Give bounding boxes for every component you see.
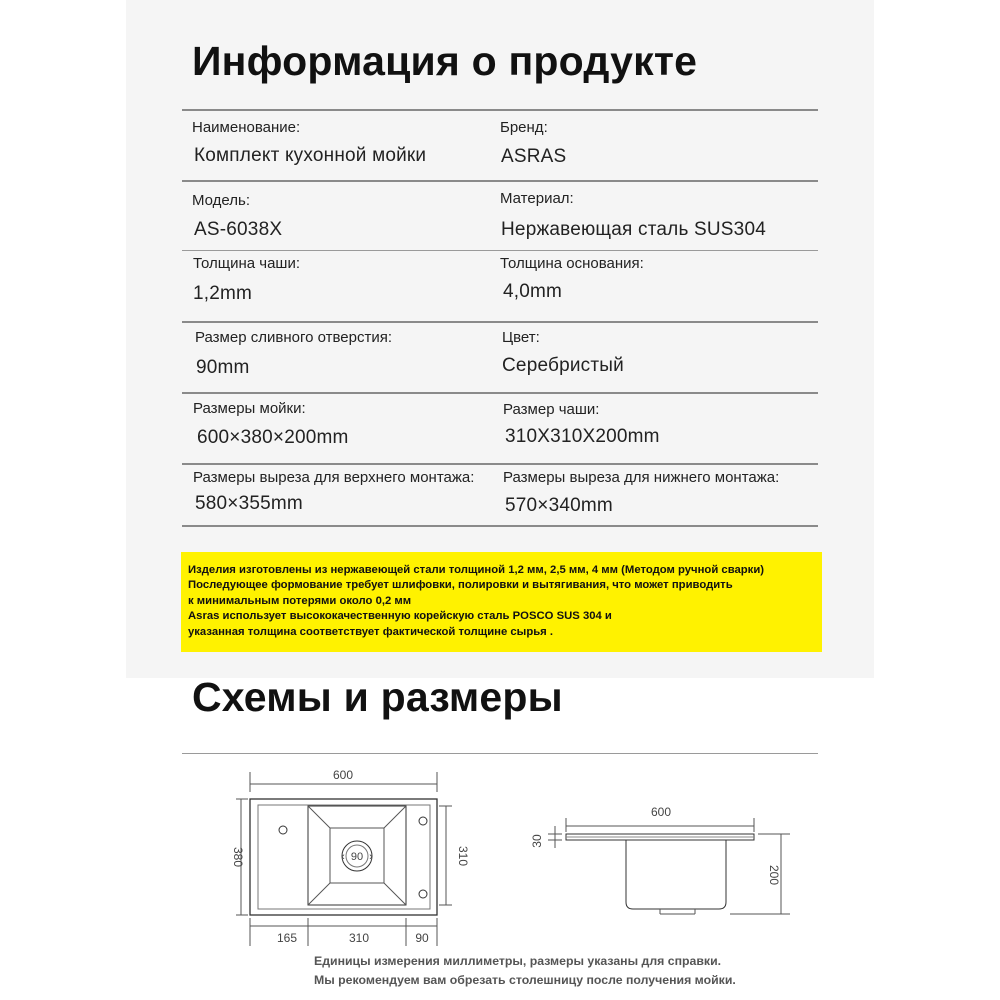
value-brand: ASRAS xyxy=(501,146,567,167)
product-info-title: Информация о продукте xyxy=(192,38,698,84)
depth-label: 200 xyxy=(767,864,781,886)
footnote-recommendation: Мы рекомендуем вам обрезать столешницу после получения мойки. xyxy=(314,973,736,987)
value-name: Комплект кухонной мойки xyxy=(194,145,427,166)
label-base-thickness: Толщина основания: xyxy=(500,255,644,272)
note-line: Изделия изготовлены из нержавеющей стали толщиной 1,2 мм, 2,5 мм, 4 мм (Методом ручной сварки) xyxy=(188,564,765,576)
value-bowl-thickness: 1,2mm xyxy=(193,283,253,304)
top-width-label: 600 xyxy=(332,768,354,782)
label-drain-size: Размер сливного отверстия: xyxy=(195,329,393,346)
note-line: Asras использует высококачественную корейскую сталь POSCO SUS 304 и xyxy=(188,610,612,623)
top-height-label: 380 xyxy=(231,846,245,868)
footnote-units: Единицы измерения миллиметры, размеры указаны для справки. xyxy=(314,954,722,968)
value-undermount-cutout: 570×340mm xyxy=(505,495,613,516)
flange-label: 30 xyxy=(530,834,544,848)
label-color: Цвет: xyxy=(502,329,540,346)
right-margin-label: 90 xyxy=(415,931,429,945)
label-bowl-thickness: Толщина чаши: xyxy=(193,255,301,272)
faucet-hole xyxy=(279,826,287,834)
value-material: Нержавеющая сталь SUS304 xyxy=(501,219,766,240)
bowl-width-label: 310 xyxy=(348,931,370,945)
label-brand: Бренд: xyxy=(500,119,548,136)
label-material: Материал: xyxy=(500,190,574,207)
label-bowl-size: Размер чаши: xyxy=(503,401,600,418)
side-view-flange xyxy=(566,834,754,840)
bowl-height-dimension xyxy=(439,806,452,905)
schemes-title: Схемы и размеры xyxy=(192,674,563,720)
flange-dimension xyxy=(548,826,562,848)
accessory-hole xyxy=(419,817,427,825)
accessory-hole xyxy=(419,890,427,898)
svg-text:›: › xyxy=(369,851,373,863)
side-view-bowl xyxy=(626,840,726,914)
label-name: Наименование: xyxy=(192,119,301,136)
value-sink-dimensions: 600×380×200mm xyxy=(197,427,349,448)
label-model: Модель: xyxy=(192,192,251,209)
value-base-thickness: 4,0mm xyxy=(503,281,563,302)
value-top-mount-cutout: 580×355mm xyxy=(195,493,303,514)
label-undermount-cutout: Размеры выреза для нижнего монтажа: xyxy=(503,469,780,486)
left-margin-label: 165 xyxy=(276,931,298,945)
side-view-width-dimension xyxy=(566,818,754,832)
note-line: указанная толщина соответствует фактической толщине сырья . xyxy=(188,625,554,638)
value-drain-size: 90mm xyxy=(196,357,250,378)
bowl-height-label: 310 xyxy=(456,845,470,867)
label-sink-dimensions: Размеры мойки: xyxy=(193,400,306,417)
side-width-label: 600 xyxy=(650,805,672,819)
value-model: AS-6038X xyxy=(194,219,283,240)
note-line: Последующее формование требует шлифовки, полировки и вытягивания, что может приводить xyxy=(188,579,733,592)
note-line: к минимальным потерями около 0,2 мм xyxy=(188,594,412,607)
value-bowl-size: 310X310X200mm xyxy=(505,426,660,447)
label-top-mount-cutout: Размеры выреза для верхнего монтажа: xyxy=(193,469,475,486)
svg-text:90: 90 xyxy=(350,851,364,863)
svg-text:‹: ‹ xyxy=(341,851,345,863)
value-color: Серебристый xyxy=(502,355,624,376)
